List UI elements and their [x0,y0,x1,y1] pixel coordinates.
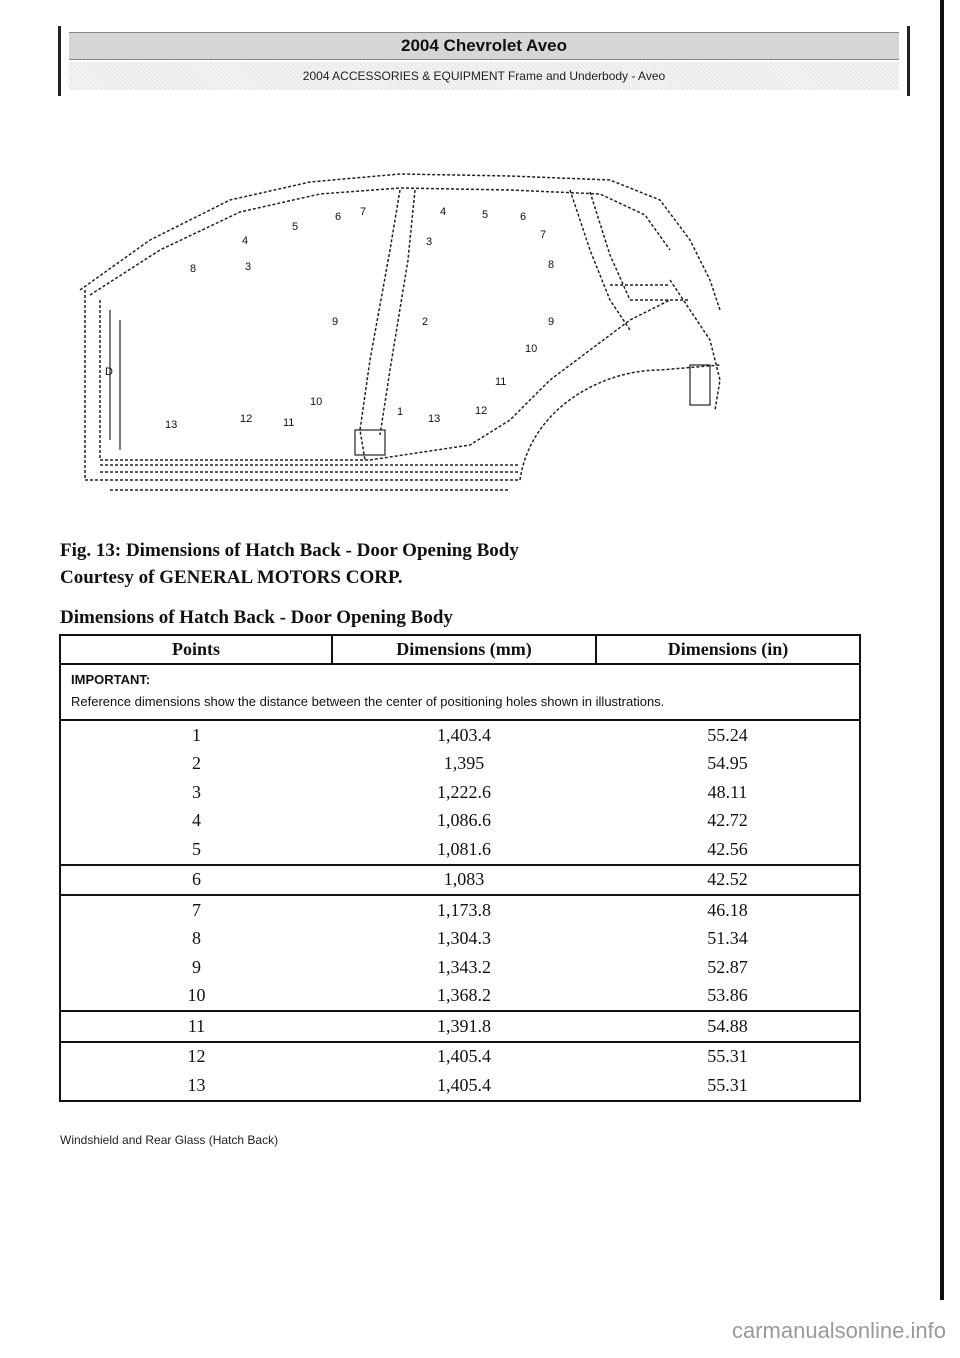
svg-text:7: 7 [540,229,547,241]
cell-in: 53.86 [596,982,860,1012]
svg-text:6: 6 [335,211,342,223]
table-header-row [60,635,860,664]
cell-mm: 1,405.4 [332,1071,596,1101]
cell-in: 51.34 [596,925,860,954]
door-opening-body-diagram [70,160,750,500]
svg-text:4: 4 [242,235,249,247]
svg-text:D: D [105,366,113,378]
table-row [60,750,860,779]
table-row [60,1071,860,1101]
svg-text:8: 8 [190,263,197,275]
svg-text:9: 9 [548,316,555,328]
table-row [60,895,860,925]
cell-point: 2 [60,750,332,779]
cell-point: 13 [60,1071,332,1101]
cell-point: 7 [60,895,332,925]
table-row [60,1042,860,1072]
cell-point: 3 [60,778,332,807]
table-row [60,925,860,954]
note-label: IMPORTANT: [71,672,151,687]
cell-mm: 1,304.3 [437,928,491,949]
svg-text:11: 11 [283,417,295,429]
cell-in: 46.18 [596,895,860,925]
svg-text:13: 13 [428,413,441,425]
table-row [60,982,860,1012]
svg-text:13: 13 [165,419,178,431]
cell-mm: 1,405.4 [332,1042,596,1072]
svg-text:7: 7 [360,206,367,218]
figure-caption-title: Fig. 13: Dimensions of Hatch Back - Door Opening Body [60,540,519,561]
svg-text:9: 9 [332,316,339,328]
cell-point: 1 [60,720,332,750]
cell-mm: 1,081.6 [437,838,491,859]
svg-text:3: 3 [426,236,433,248]
cell-mm: 1,086.6 [437,810,491,831]
cell-mm: 1,173.8 [332,895,596,925]
svg-text:1: 1 [397,406,404,418]
table-row [60,953,860,982]
table-row [60,807,860,836]
cell-mm: 1,391.8 [332,1011,596,1042]
svg-text:5: 5 [292,221,299,233]
cell-point: 11 [60,1011,332,1042]
important-note [60,664,860,720]
cell-in: 42.56 [596,835,860,865]
cell-point: 5 [60,835,332,865]
cell-mm: 1,083 [332,865,596,896]
cell-in: 42.72 [596,807,860,836]
note-row [60,664,860,720]
cell-point: 10 [60,982,332,1012]
header-points: Points [60,635,332,664]
svg-text:12: 12 [240,413,253,425]
cell-in: 55.24 [596,720,860,750]
cell-in: 48.11 [596,778,860,807]
next-section-heading: Windshield and Rear Glass (Hatch Back) [60,1133,279,1147]
cell-mm: 1,368.2 [437,985,491,1006]
cell-in: 42.52 [596,865,860,896]
svg-text:12: 12 [475,405,488,417]
table-row [60,778,860,807]
table-row [60,865,860,896]
svg-text:6: 6 [520,211,527,223]
svg-text:2: 2 [422,316,429,328]
header-in: Dimensions (in) [596,635,860,664]
document-title: 2004 Chevrolet Aveo [69,32,899,60]
svg-text:10: 10 [310,396,323,408]
note-text: Reference dimensions show the distance between the center of positioning holes shown in illustrations. [71,694,665,709]
cell-mm: 1,395 [443,753,485,774]
page-edge-bar [940,0,944,1300]
table-row [60,720,860,750]
svg-text:5: 5 [482,209,489,221]
cell-point: 12 [60,1042,332,1072]
document-subtitle: 2004 ACCESSORIES & EQUIPMENT Frame and Underbody - Aveo [69,62,899,90]
table-title: Dimensions of Hatch Back - Door Opening Body [60,607,453,628]
cell-in: 55.31 [596,1071,860,1101]
cell-in: 54.88 [596,1011,860,1042]
header-mm: Dimensions (mm) [332,635,596,664]
figure-caption-courtesy: Courtesy of GENERAL MOTORS CORP. [60,567,403,588]
svg-text:3: 3 [245,261,252,273]
cell-point: 4 [60,807,332,836]
svg-text:11: 11 [495,376,507,388]
svg-text:10: 10 [525,343,538,355]
cell-point: 8 [60,925,332,954]
table-row [60,1011,860,1042]
cell-in: 52.87 [596,953,860,982]
cell-mm: 1,222.6 [437,781,491,802]
cell-in: 54.95 [596,750,860,779]
table-row [60,835,860,865]
cell-mm: 1,343.2 [437,956,491,977]
cell-in: 55.31 [596,1042,860,1072]
cell-point: 6 [60,865,332,896]
svg-text:8: 8 [548,259,555,271]
dimensions-table [59,634,861,1102]
cell-mm: 1,403.4 [437,724,491,745]
cell-point: 9 [60,953,332,982]
page-header [58,26,910,96]
svg-text:4: 4 [440,206,447,218]
watermark: carmanualsonline.info [731,1318,946,1343]
figure-caption [60,537,760,591]
